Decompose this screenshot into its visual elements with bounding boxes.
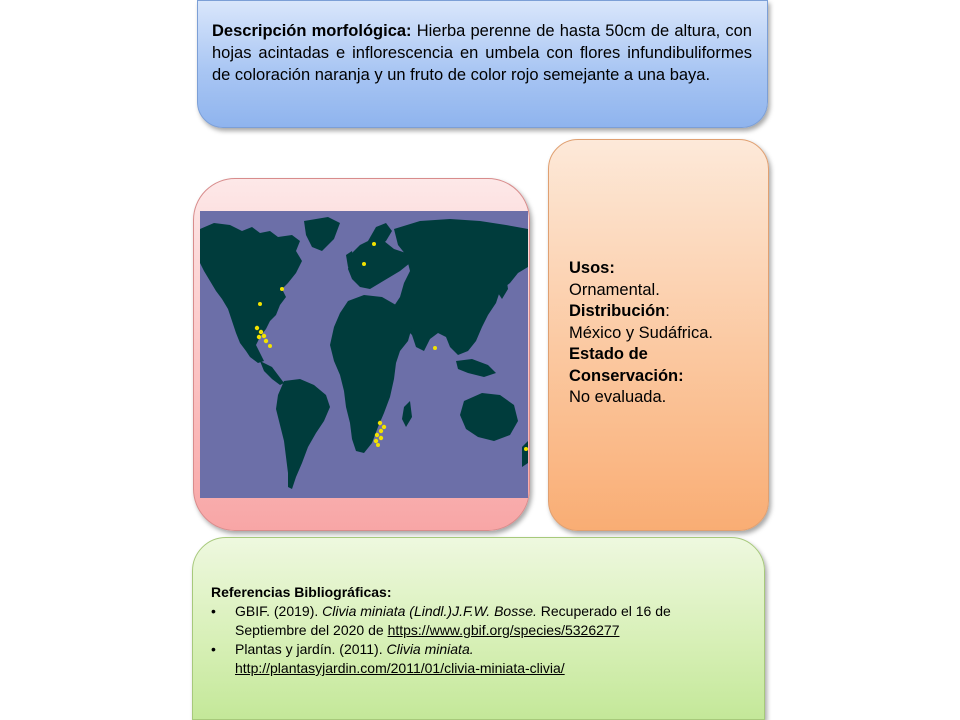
estado-label-line1: Estado de: [569, 345, 648, 363]
marker-south-africa-5: [374, 439, 378, 443]
estado-value: No evaluada.: [569, 388, 667, 406]
references-title: Referencias Bibliográficas:: [211, 584, 392, 600]
marker-mexico-4: [257, 335, 261, 339]
usos-value: Ornamental.: [569, 280, 660, 299]
description-separator: :: [406, 22, 412, 40]
marker-south-africa-4: [375, 433, 379, 437]
reference-middle: Recuperado el 16 de Septiembre del 2020 de: [235, 603, 671, 638]
reference-prefix: Plantas y jardín. (2011).: [235, 641, 387, 657]
references-list: [211, 602, 744, 678]
distribucion-label: Distribución: [569, 302, 666, 320]
reference-prefix: GBIF. (2019).: [235, 603, 323, 619]
distribucion-colon: :: [665, 302, 670, 320]
usos-label: Usos:: [569, 259, 615, 277]
description-text: Hierba perenne de hasta 50cm de altura, con hojas acintadas e inflorescencia en umbela con flores infundibuliformes de coloración naranja y un fruto de color rojo semejante a una baya.: [212, 22, 752, 84]
marker-south-africa-1: [378, 421, 382, 425]
marker-mexico-2: [259, 330, 263, 334]
marker-central-america: [268, 344, 272, 348]
reference-link[interactable]: http://plantasyjardin.com/2011/01/clivia-miniata-clivia/: [235, 660, 565, 676]
reference-title: Clivia miniata (Lindl.)J.F.W. Bosse.: [322, 603, 537, 619]
marker-south-africa-7: [376, 443, 380, 447]
marker-europe: [362, 262, 366, 266]
distribucion-heading: [569, 301, 758, 323]
marker-mexico-3: [262, 334, 266, 338]
marker-scandinavia: [372, 242, 376, 246]
reference-item: [211, 602, 744, 640]
world-distribution-map: [200, 211, 528, 498]
marker-mexico-1: [255, 326, 259, 330]
marker-south-africa-6: [379, 436, 383, 440]
references-box: [192, 537, 765, 720]
reference-link[interactable]: https://www.gbif.org/species/5326277: [387, 622, 620, 638]
reference-title: Clivia miniata.: [386, 641, 474, 657]
info-box: [548, 139, 769, 531]
marker-usa-west: [258, 302, 262, 306]
description-label: Descripción morfológica: [212, 22, 407, 40]
marker-mexico-5: [264, 339, 268, 343]
description-box: [197, 0, 768, 128]
world-map-svg: [200, 211, 528, 498]
distribucion-value: México y Sudáfrica.: [569, 323, 713, 342]
marker-new-zealand: [524, 447, 528, 451]
marker-india: [433, 346, 437, 350]
marker-south-africa-2: [382, 425, 386, 429]
marker-usa-east: [280, 287, 284, 291]
reference-item: [211, 640, 744, 678]
marker-south-africa-3: [379, 429, 383, 433]
estado-label-line2: Conservación:: [569, 366, 684, 385]
